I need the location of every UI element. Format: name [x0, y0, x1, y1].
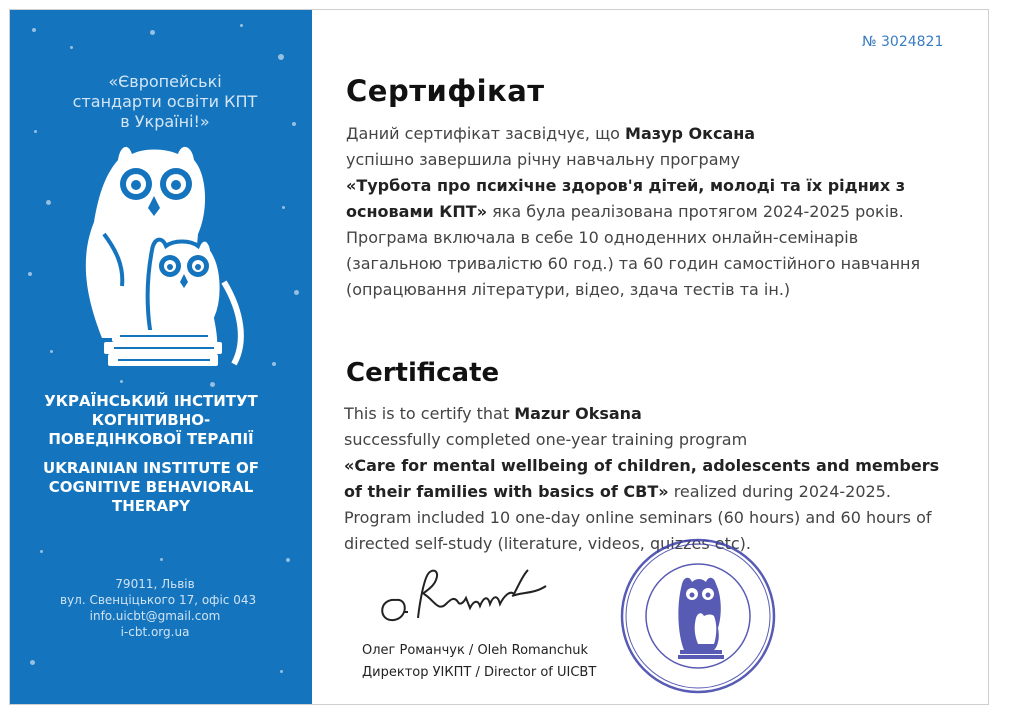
certificate-number: № 3024821 — [862, 34, 944, 50]
address-street: вул. Свенціцького 17, офіс 043 — [60, 593, 257, 607]
institute-name-en: UKRAINIAN INSTITUTE OF COGNITIVE BEHAVIORAL THERAPY — [43, 459, 259, 515]
recipient-name-ua: Мазур Оксана — [625, 124, 756, 143]
signer-name: Олег Романчук / Oleh Romanchuk — [362, 643, 589, 658]
title-ua: Сертифікат — [346, 74, 545, 108]
body-en: This is to certify that Mazur Oksana successfully completed one-year training program «Care for mental wellbeing of children, adolescents and members of their families with basics of CBT» realized during 2024-2025. Program included 10 one-day online seminars (60 hours) and 60 hours of directed self-study (literature, videos, quizzes etc). — [344, 404, 940, 553]
address-website: i-cbt.org.ua — [120, 625, 190, 639]
body-ua: Даний сертифікат засвідчує, що Мазур Оксана успішно завершила річну навчальну програму «Турбота про психічне здоров'я дітей, молоді та їх рідних з основами КПТ» яка була реалізована протягом 2024-2025 років. Програма включала в себе 10 одноденних онлайн-семінарів (загальною тривалістю 60 год.) та 60 годин самостійного навчання (опрацювання літератури, відео, здача тестів та ін.) — [346, 124, 921, 299]
side-panel — [10, 10, 312, 704]
program-name-en: «Care for mental wellbeing of children, adolescents and members of their families with basics of CBT» — [344, 456, 940, 501]
address-city: 79011, Львів — [115, 577, 195, 591]
recipient-name-en: Mazur Oksana — [514, 404, 642, 423]
signer-role: Директор УІКПТ / Director of UICBT — [362, 665, 597, 680]
address-email: info.uicbt@gmail.com — [89, 609, 221, 623]
title-en: Certificate — [346, 358, 500, 388]
institute-name-ua: УКРАЇНСЬКИЙ ІНСТИТУТ КОГНІТИВНО- ПОВЕДІНКОВОЇ ТЕРАПІЇ — [44, 392, 258, 448]
stamp-icon — [618, 536, 778, 696]
address-block — [60, 576, 257, 640]
signature-icon — [374, 560, 564, 630]
owl-logo-icon — [74, 142, 250, 368]
motto: «Європейські стандарти освіти КПТ в Україні!» — [72, 72, 258, 131]
books-icon — [104, 330, 222, 366]
signer-block — [362, 640, 596, 684]
program-name-ua: «Турбота про психічне здоров'я дітей, молоді та їх рідних з основами КПТ» — [346, 176, 906, 221]
